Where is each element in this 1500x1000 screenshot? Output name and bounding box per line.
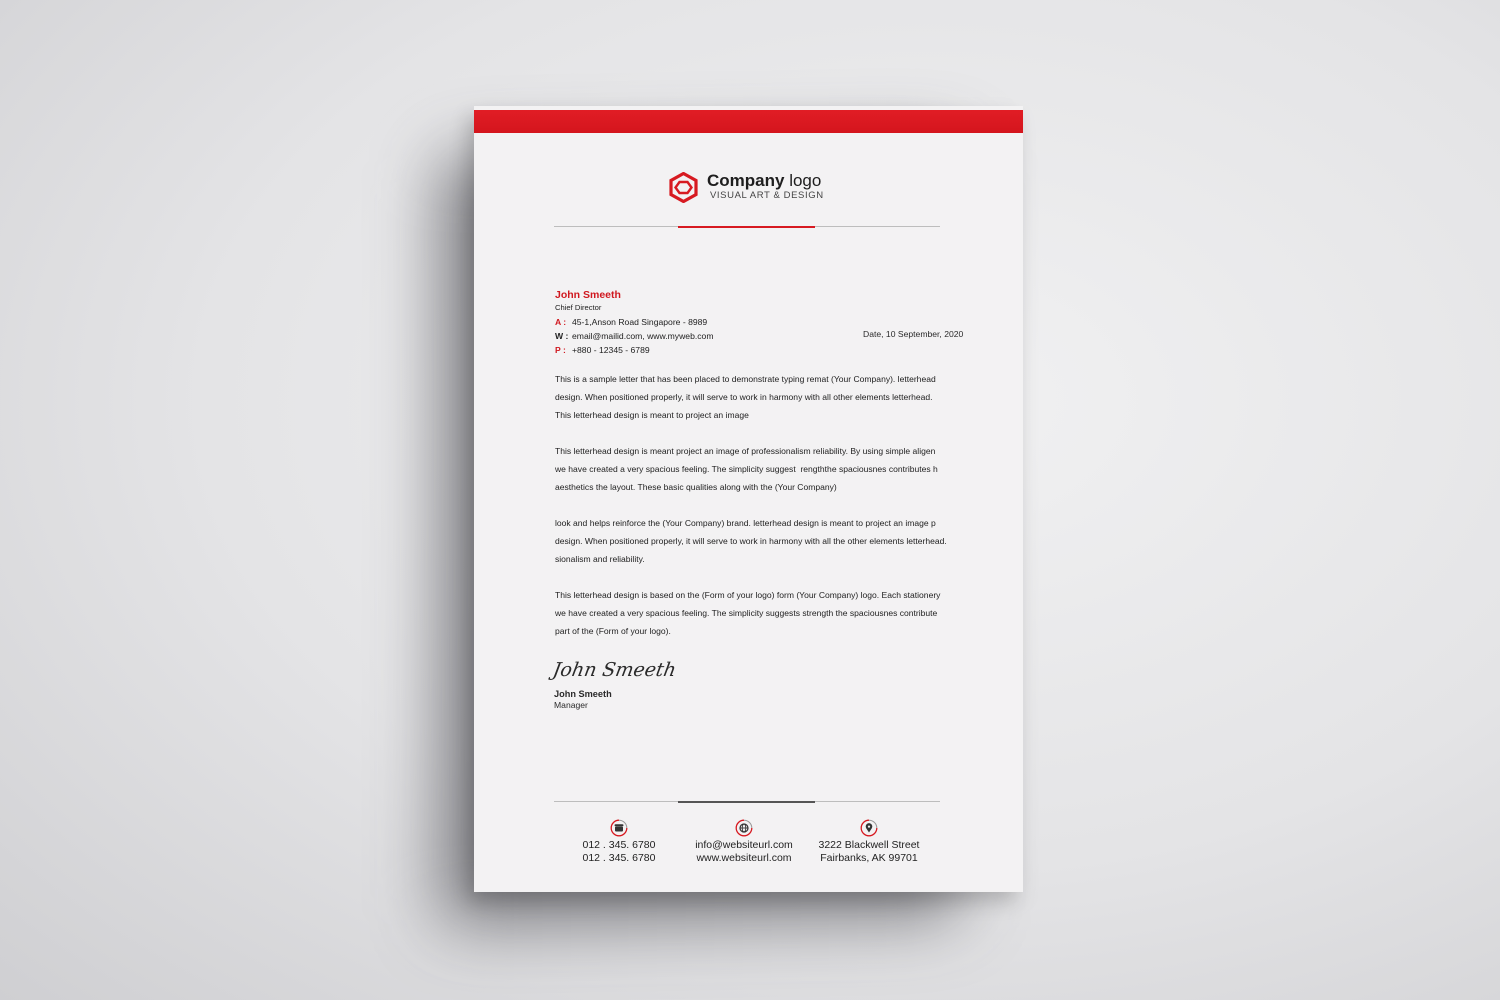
hexagon-logo-icon [668, 172, 699, 203]
signatory-title: Manager [554, 700, 588, 710]
letter-date: Date, 10 September, 2020 [863, 329, 964, 339]
company-logo [668, 172, 838, 206]
handwritten-signature: John Smeeth [551, 659, 678, 681]
signatory-name: John Smeeth [554, 689, 612, 699]
letterhead-paper [474, 106, 1023, 892]
letter-body [555, 370, 975, 658]
contact-phone: P : +880 - 12345 - 6789 [555, 345, 650, 355]
logo-title: Company logo [707, 171, 822, 190]
body-paragraph: This letterhead design is meant project an image of professionalism reliability. By using simple aligen we have created a very spacious feeling. The simplicity suggest rengththe spaciousnes contributes h aesthetics the layout. These basic qualities along with the (Your Company) [555, 446, 938, 492]
contact-web: W : email@mailid.com, www.myweb.com [555, 331, 714, 341]
sender-block [555, 288, 713, 357]
contact-address: A : 45-1,Anson Road Singapore - 8989 [555, 317, 708, 327]
globe-icon [735, 819, 753, 837]
sender-role: Chief Director [555, 303, 602, 312]
footer-divider [554, 801, 940, 802]
header-divider [554, 226, 940, 227]
sender-name: John Smeeth [555, 289, 621, 301]
footer-phone: 012 . 345. 6780 012 . 345. 6780 [554, 819, 684, 864]
body-paragraph: look and helps reinforce the (Your Company) brand. letterhead design is meant to project an image p design. When positioned properly, it will serve to work in harmony with all the other elements letterhead. sionalism and reliability. [555, 518, 947, 564]
logo-tagline: VISUAL ART & DESIGN [710, 190, 824, 201]
map-pin-icon [860, 819, 878, 837]
footer-web: info@websiteurl.com www.websiteurl.com [679, 819, 809, 864]
footer-address: 3222 Blackwell Street Fairbanks, AK 99701 [804, 819, 934, 864]
phone-icon [610, 819, 628, 837]
body-paragraph: This is a sample letter that has been placed to demonstrate typing remat (Your Company). letterhead design. When positioned properly, it will serve to work in harmony with all other elements letterhead. This letterhead design is meant to project an image [555, 374, 936, 420]
top-red-band [474, 110, 1023, 133]
body-paragraph: This letterhead design is based on the (Form of your logo) form (Your Company) logo. Each stationery we have created a very spacious feeling. The simplicity suggests strength the spaciousnes contribute part of the (Form of your logo). [555, 590, 941, 636]
